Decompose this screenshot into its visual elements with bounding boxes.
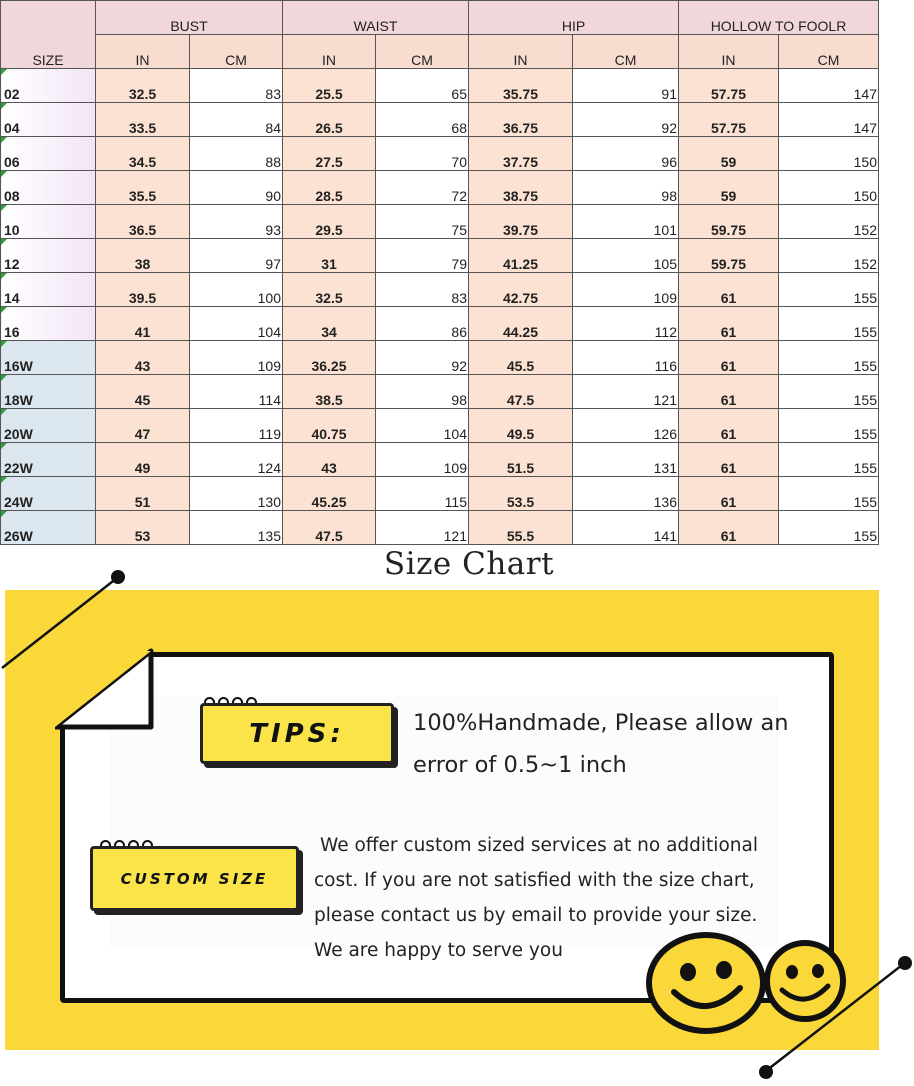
tips-tag: TIPS: [200, 703, 394, 764]
hollow-in-cell: 61 [679, 273, 779, 307]
size-cell: 16W [1, 341, 96, 375]
hollow-to-floor-header: HOLLOW TO FOOLR [679, 1, 879, 35]
table-row [1, 239, 879, 273]
chart-title: Size Chart [383, 546, 555, 582]
hollow-in-cell: 59 [679, 137, 779, 171]
waist-cm-cell: 79 [376, 239, 469, 273]
bust-in-cell: 34.5 [96, 137, 190, 171]
hollow-cm-cell: 155 [779, 511, 879, 545]
waist-cm-cell: 75 [376, 205, 469, 239]
hip-cm-cell: 109 [573, 273, 679, 307]
bust-in-cell: 45 [96, 375, 190, 409]
waist-in-cell: 31 [283, 239, 376, 273]
waist-in-cell: 29.5 [283, 205, 376, 239]
bust-cm-cell: 84 [190, 103, 283, 137]
hollow-cm-cell: 155 [779, 409, 879, 443]
size-cell: 20W [1, 409, 96, 443]
waist-cm-cell: 104 [376, 409, 469, 443]
hollow-in-cell: 59.75 [679, 239, 779, 273]
waist-in-cell: 26.5 [283, 103, 376, 137]
hip-cm-cell: 96 [573, 137, 679, 171]
bust-in-cell: 39.5 [96, 273, 190, 307]
hip-in-cell: 36.75 [469, 103, 573, 137]
hip-cm-cell: 105 [573, 239, 679, 273]
bust-cm-header: CM [190, 35, 283, 69]
table-row [1, 409, 879, 443]
bust-cm-cell: 135 [190, 511, 283, 545]
waist-in-cell: 40.75 [283, 409, 376, 443]
hollow-cm-cell: 147 [779, 103, 879, 137]
size-cell: 10 [1, 205, 96, 239]
hip-in-cell: 41.25 [469, 239, 573, 273]
waist-in-cell: 47.5 [283, 511, 376, 545]
bust-cm-cell: 90 [190, 171, 283, 205]
hip-in-header: IN [469, 35, 573, 69]
size-cell: 24W [1, 477, 96, 511]
hollow-cm-cell: 155 [779, 443, 879, 477]
hollow-in-header: IN [679, 35, 779, 69]
bust-in-cell: 41 [96, 307, 190, 341]
smiley-face-icon [644, 930, 768, 1036]
hip-in-cell: 55.5 [469, 511, 573, 545]
hollow-cm-header: CM [779, 35, 879, 69]
waist-cm-cell: 72 [376, 171, 469, 205]
bust-cm-cell: 130 [190, 477, 283, 511]
hip-cm-cell: 126 [573, 409, 679, 443]
tips-text [413, 702, 813, 786]
table-row [1, 171, 879, 205]
hollow-in-cell: 61 [679, 477, 779, 511]
waist-cm-cell: 65 [376, 69, 469, 103]
bust-in-cell: 38 [96, 239, 190, 273]
hip-header: HIP [469, 1, 679, 35]
waist-in-cell: 38.5 [283, 375, 376, 409]
waist-in-cell: 32.5 [283, 273, 376, 307]
table-row [1, 477, 879, 511]
bust-cm-cell: 109 [190, 341, 283, 375]
waist-cm-cell: 83 [376, 273, 469, 307]
waist-in-cell: 27.5 [283, 137, 376, 171]
bust-header: BUST [96, 1, 283, 35]
size-table [0, 0, 879, 545]
size-cell: 02 [1, 69, 96, 103]
bust-in-header: IN [96, 35, 190, 69]
tips-line-2: error of 0.5~1 inch [413, 752, 627, 778]
size-cell: 06 [1, 137, 96, 171]
waist-cm-cell: 115 [376, 477, 469, 511]
hip-in-cell: 49.5 [469, 409, 573, 443]
tips-line-1: 100%Handmade, Please allow an [413, 710, 789, 736]
bust-in-cell: 36.5 [96, 205, 190, 239]
hip-cm-cell: 141 [573, 511, 679, 545]
hollow-in-cell: 57.75 [679, 103, 779, 137]
hollow-in-cell: 57.75 [679, 69, 779, 103]
table-row [1, 307, 879, 341]
waist-in-cell: 25.5 [283, 69, 376, 103]
waist-cm-cell: 68 [376, 103, 469, 137]
hollow-cm-cell: 155 [779, 341, 879, 375]
hollow-in-cell: 61 [679, 307, 779, 341]
bust-in-cell: 32.5 [96, 69, 190, 103]
size-cell: 08 [1, 171, 96, 205]
bust-in-cell: 43 [96, 341, 190, 375]
waist-cm-cell: 86 [376, 307, 469, 341]
bust-cm-cell: 124 [190, 443, 283, 477]
hip-in-cell: 37.75 [469, 137, 573, 171]
hollow-in-cell: 59.75 [679, 205, 779, 239]
hip-in-cell: 45.5 [469, 341, 573, 375]
hip-cm-cell: 91 [573, 69, 679, 103]
bust-cm-cell: 114 [190, 375, 283, 409]
custom-line-1: We offer custom sized services at no additional [320, 835, 758, 856]
bust-in-cell: 51 [96, 477, 190, 511]
table-row [1, 375, 879, 409]
custom-line-4: We are happy to serve you [314, 940, 563, 961]
hollow-in-cell: 61 [679, 511, 779, 545]
size-cell: 12 [1, 239, 96, 273]
hip-cm-cell: 101 [573, 205, 679, 239]
hip-cm-cell: 116 [573, 341, 679, 375]
table-row [1, 69, 879, 103]
hollow-cm-cell: 155 [779, 307, 879, 341]
waist-in-cell: 43 [283, 443, 376, 477]
hip-in-cell: 39.75 [469, 205, 573, 239]
table-row [1, 273, 879, 307]
hollow-cm-cell: 147 [779, 69, 879, 103]
hollow-cm-cell: 152 [779, 239, 879, 273]
waist-in-cell: 28.5 [283, 171, 376, 205]
waist-cm-cell: 70 [376, 137, 469, 171]
hip-cm-cell: 112 [573, 307, 679, 341]
bust-cm-cell: 93 [190, 205, 283, 239]
hip-cm-cell: 98 [573, 171, 679, 205]
bust-in-cell: 33.5 [96, 103, 190, 137]
waist-header: WAIST [283, 1, 469, 35]
hip-in-cell: 44.25 [469, 307, 573, 341]
bust-cm-cell: 104 [190, 307, 283, 341]
hollow-in-cell: 59 [679, 171, 779, 205]
table-row [1, 511, 879, 545]
hip-in-cell: 42.75 [469, 273, 573, 307]
folded-corner-icon [55, 647, 159, 731]
size-header: SIZE [1, 1, 96, 69]
hip-in-cell: 47.5 [469, 375, 573, 409]
size-cell: 16 [1, 307, 96, 341]
table-row [1, 205, 879, 239]
hollow-in-cell: 61 [679, 443, 779, 477]
hollow-cm-cell: 155 [779, 375, 879, 409]
size-cell: 26W [1, 511, 96, 545]
size-cell: 14 [1, 273, 96, 307]
bust-cm-cell: 88 [190, 137, 283, 171]
hollow-cm-cell: 150 [779, 137, 879, 171]
custom-size-tag: CUSTOM SIZE [90, 846, 299, 911]
table-row [1, 443, 879, 477]
bust-cm-cell: 100 [190, 273, 283, 307]
hip-in-cell: 53.5 [469, 477, 573, 511]
hip-cm-cell: 136 [573, 477, 679, 511]
waist-cm-cell: 92 [376, 341, 469, 375]
hollow-in-cell: 61 [679, 375, 779, 409]
custom-line-3: please contact us by email to provide your size. [314, 905, 758, 926]
bust-in-cell: 47 [96, 409, 190, 443]
hollow-cm-cell: 155 [779, 273, 879, 307]
hip-cm-cell: 131 [573, 443, 679, 477]
hip-in-cell: 38.75 [469, 171, 573, 205]
bust-in-cell: 35.5 [96, 171, 190, 205]
bust-in-cell: 53 [96, 511, 190, 545]
waist-cm-cell: 98 [376, 375, 469, 409]
table-row [1, 103, 879, 137]
table-row [1, 137, 879, 171]
hollow-in-cell: 61 [679, 409, 779, 443]
hip-in-cell: 35.75 [469, 69, 573, 103]
size-cell: 04 [1, 103, 96, 137]
hollow-cm-cell: 152 [779, 205, 879, 239]
hip-in-cell: 51.5 [469, 443, 573, 477]
hip-cm-header: CM [573, 35, 679, 69]
bust-cm-cell: 97 [190, 239, 283, 273]
hip-cm-cell: 121 [573, 375, 679, 409]
bust-in-cell: 49 [96, 443, 190, 477]
hip-cm-cell: 92 [573, 103, 679, 137]
hollow-cm-cell: 150 [779, 171, 879, 205]
waist-in-cell: 34 [283, 307, 376, 341]
waist-cm-cell: 109 [376, 443, 469, 477]
table-row [1, 341, 879, 375]
hollow-cm-cell: 155 [779, 477, 879, 511]
bust-cm-cell: 83 [190, 69, 283, 103]
waist-in-cell: 45.25 [283, 477, 376, 511]
size-cell: 18W [1, 375, 96, 409]
waist-in-cell: 36.25 [283, 341, 376, 375]
waist-cm-header: CM [376, 35, 469, 69]
waist-in-header: IN [283, 35, 376, 69]
bust-cm-cell: 119 [190, 409, 283, 443]
waist-cm-cell: 121 [376, 511, 469, 545]
smiley-face-icon [762, 938, 848, 1024]
custom-line-2: cost. If you are not satisfied with the size chart, [314, 870, 755, 891]
hollow-in-cell: 61 [679, 341, 779, 375]
size-cell: 22W [1, 443, 96, 477]
